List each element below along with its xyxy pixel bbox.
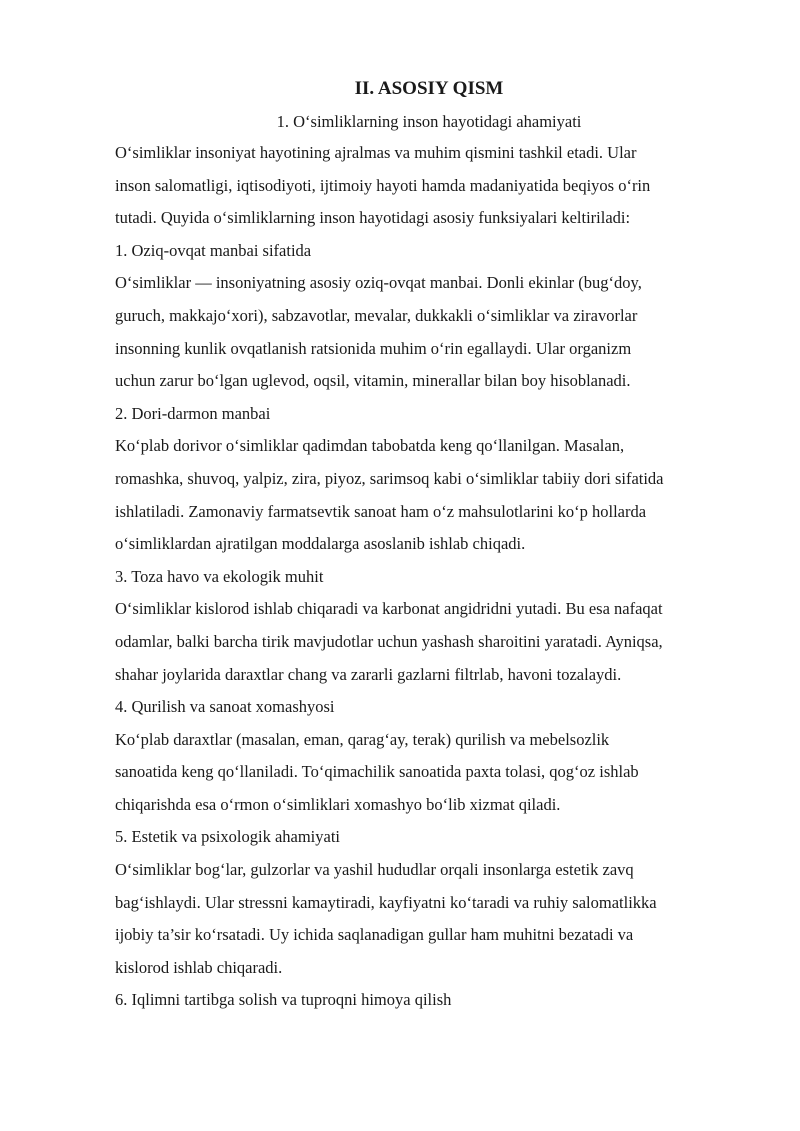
- heading-line: 3. Toza havo va ekologik muhit: [115, 566, 324, 586]
- text-line: O‘simliklar — insoniyatning asosiy oziq-ovqat manbai. Donli ekinlar (bug‘doy,: [115, 273, 642, 293]
- text-line: uchun zarur bo‘lgan uglevod, oqsil, vitamin, minerallar bilan boy hisoblanadi.: [115, 371, 631, 391]
- heading-line: 5. Estetik va psixologik ahamiyati: [115, 827, 341, 847]
- section-title: II. ASOSIY QISM: [354, 78, 504, 99]
- heading-line: 1. Oziq-ovqat manbai sifatida: [115, 240, 312, 260]
- section-subtitle: 1. O‘simliklarning inson hayotidagi ahamiyati: [276, 112, 582, 131]
- text-line: tutadi. Quyida o‘simliklarning inson hayotidagi asosiy funksiyalari keltiriladi:: [115, 208, 631, 228]
- text-line: Ko‘plab dorivor o‘simliklar qadimdan tabobatda keng qo‘llanilgan. Masalan,: [115, 436, 625, 456]
- text-line: romashka, shuvoq, yalpiz, zira, piyoz, sarimsoq kabi o‘simliklar tabiiy dori sifatida: [115, 468, 664, 488]
- heading-line: 2. Dori-darmon manbai: [115, 403, 271, 423]
- text-line: guruch, makkajo‘xori), sabzavotlar, mevalar, dukkakli o‘simliklar va ziravorlar: [115, 305, 638, 325]
- heading-line: 6. Iqlimni tartibga solish va tuproqni himoya qilish: [115, 990, 452, 1010]
- text-line: sanoatida keng qo‘llaniladi. To‘qimachilik sanoatida paxta tolasi, qog‘oz ishlab: [115, 762, 639, 782]
- heading-line: 4. Qurilish va sanoat xomashyosi: [115, 697, 335, 717]
- text-line: Ko‘plab daraxtlar (masalan, eman, qarag‘ay, terak) qurilish va mebelsozlik: [115, 729, 610, 749]
- text-line: inson salomatligi, iqtisodiyoti, ijtimoiy hayoti hamda madaniyatida beqiyos o‘rin: [115, 175, 651, 195]
- text-line: insonning kunlik ovqatlanish ratsionida muhim o‘rin egallaydi. Ular organizm: [115, 338, 632, 358]
- text-line: bag‘ishlaydi. Ular stressni kamaytiradi, kayfiyatni ko‘taradi va ruhiy salomatlikka: [115, 892, 657, 912]
- text-line: shahar joylarida daraxtlar chang va zararli gazlarni filtrlab, havoni tozalaydi.: [115, 664, 622, 684]
- body-text: [115, 137, 743, 1017]
- text-line: o‘simliklardan ajratilgan moddalarga asoslanib ishlab chiqadi.: [115, 534, 526, 554]
- text-line: O‘simliklar bog‘lar, gulzorlar va yashil hududlar orqali insonlarga estetik zavq: [115, 860, 634, 880]
- text-line: ishlatiladi. Zamonaviy farmatsevtik sanoat ham o‘z mahsulotlarini ko‘p hollarda: [115, 501, 647, 521]
- text-line: chiqarishda esa o‘rmon o‘simliklari xomashyo bo‘lib xizmat qiladi.: [115, 794, 561, 814]
- text-line: O‘simliklar insoniyat hayotining ajralmas va muhim qismini tashkil etadi. Ular: [115, 143, 637, 162]
- document-page: [115, 74, 743, 1017]
- text-line: O‘simliklar kislorod ishlab chiqaradi va karbonat angidridni yutadi. Bu esa nafaqat: [115, 599, 663, 619]
- text-line: kislorod ishlab chiqaradi.: [115, 957, 283, 977]
- text-line: ijobiy ta’sir ko‘rsatadi. Uy ichida saqlanadigan gullar ham muhitni bezatadi va: [115, 925, 634, 945]
- text-line: odamlar, balki barcha tirik mavjudotlar uchun yashash sharoitini yaratadi. Ayniqsa,: [115, 631, 663, 651]
